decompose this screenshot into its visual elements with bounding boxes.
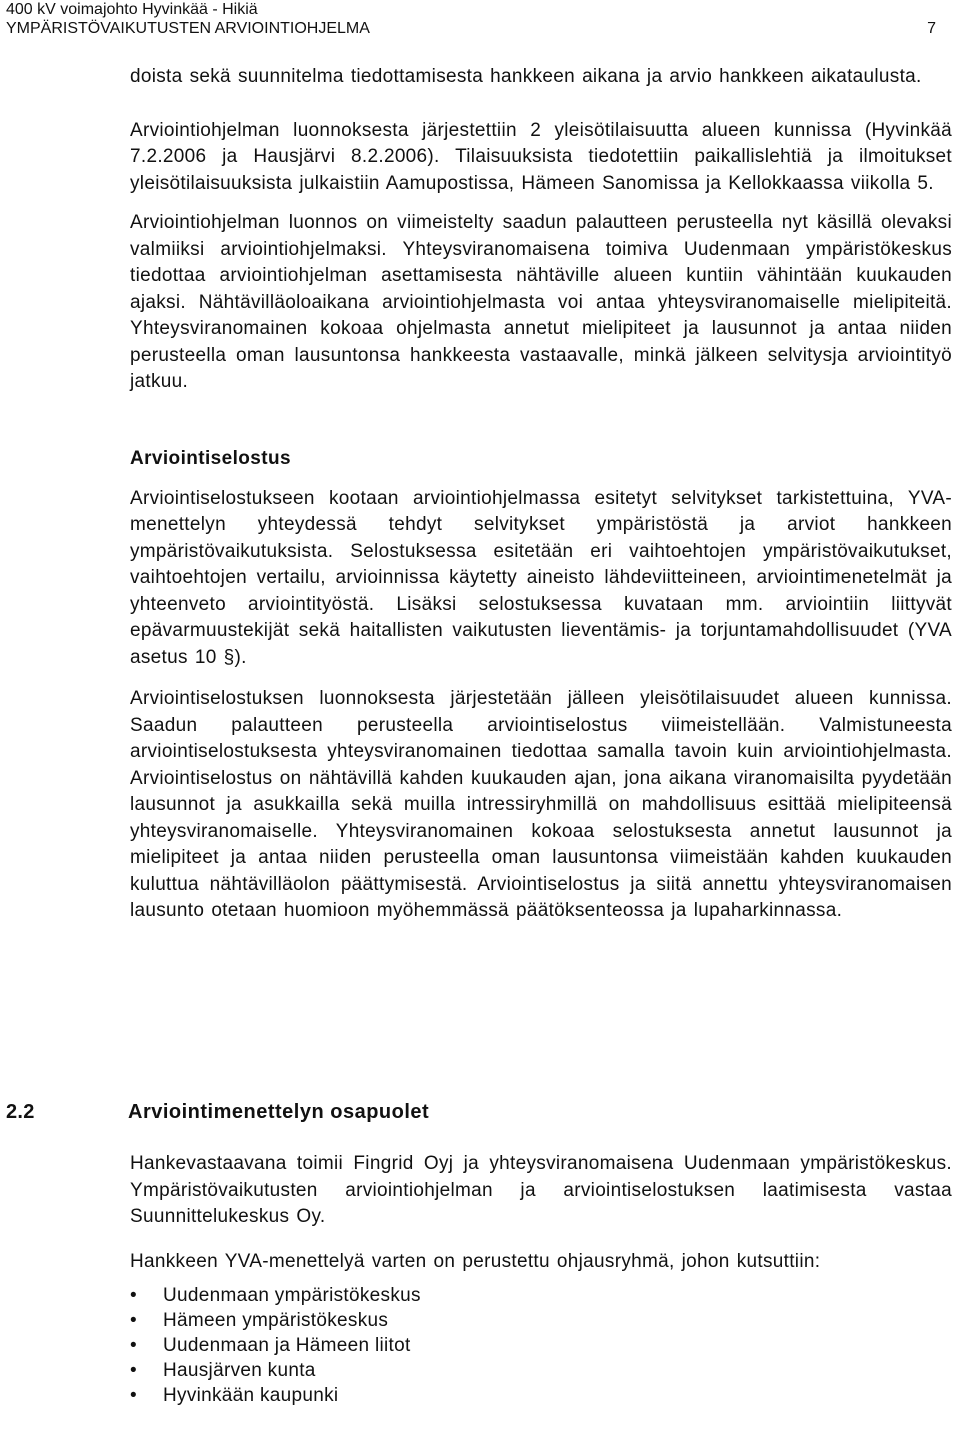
page-header bbox=[6, 0, 954, 38]
list-item bbox=[130, 1308, 952, 1333]
bullet-icon: • bbox=[130, 1285, 137, 1306]
paragraph: Hankkeen YVA-menettelyä varten on perustettu ohjausryhmä, johon kutsuttiin: bbox=[130, 1250, 821, 1272]
paragraph: Arviointiohjelman luonnos on viimeistelty saadun palautteen perusteella nyt käsillä olevaksi valmiiksi arviointiohjelmaksi. Yhteysviranomaisena toimiva Uudenmaan ympäristökeskus tiedottaa arviointiohjelman asettamisesta nähtäville alueen kuntiin vähintään kuukauden ajaksi. Nähtävilläoloaikana arviointiohjelmasta voi antaa yhteysviranomaiselle mielipiteitä. Yhteysviranomainen kokoaa ohjelmasta annetut mielipiteet ja lausunnot ja antaa niiden perusteella oman lausuntonsa hankkeesta vastaavalle, minkä jälkeen selvitysja arviointityö jatkuu. bbox=[130, 212, 952, 392]
page-number: 7 bbox=[927, 20, 936, 37]
paragraph: Hankevastaavana toimii Fingrid Oyj ja yhteysviranomaisena Uudenmaan ympäristökeskus. Ympäristövaikutusten arviointiohjelman ja arviointiselostuksen laatimisesta vastaa Suunnittelukeskus Oy. bbox=[130, 1153, 952, 1227]
list-item-label: Uudenmaan ympäristökeskus bbox=[163, 1285, 421, 1306]
list-item-label: Hausjärven kunta bbox=[163, 1360, 316, 1381]
list-item bbox=[130, 1358, 952, 1383]
list-item-label: Uudenmaan ja Hämeen liitot bbox=[163, 1335, 411, 1356]
paragraph: Arviointiohjelman luonnoksesta järjestettiin 2 yleisötilaisuutta alueen kunnissa (Hyvinkää 7.2.2006 ja Hausjärvi 8.2.2006). Tilaisuuksista tiedotettiin paikallislehtiä ja ilmoitukset yleisötilaisuuksista julkaistiin Aamupostissa, Hämeen Sanomissa ja Kellokkaassa viikolla 5. bbox=[130, 119, 952, 194]
section-body bbox=[130, 1151, 952, 1408]
bullet-icon: • bbox=[130, 1310, 137, 1331]
subheading-arviointiselostus: Arviointiselostus bbox=[130, 447, 291, 469]
paragraph: Arviointiselostuksen luonnoksesta järjestetään jälleen yleisötilaisuudet alueen kunnissa. Saadun palautteen perusteella arviointiselostus viimeistellään. Valmistuneesta arviointiselostuksesta yhteysviranomainen tiedottaa samalla tavoin kuin arviointiohjelmasta. Arviointiselostus on nähtävillä kahden kuukauden ajan, jona aikana viranomaisilta pyydetään lausunnot ja asukkailla sekä muilla intressiryhmillä on mahdollisuus esittää mielipiteensä yhteysviranomaiselle. Yhteysviranomainen kokoaa selostuksesta annetut lausunnot ja mielipiteet ja antaa niiden perusteella oman lausuntonsa viimeistään kahden kuukauden kuluttua nähtävilläolon päättymisestä. Arviointiselostus ja siitä annettu yhteysviranomaisen lausunto otetaan huomioon myöhemmässä päätöksenteossa ja lupaharkinnassa. bbox=[130, 688, 952, 921]
list-item bbox=[130, 1283, 952, 1308]
list-item bbox=[130, 1333, 952, 1358]
section-title: Arviointimenettelyn osapuolet bbox=[128, 1101, 430, 1123]
document-title: YMPÄRISTÖVAIKUTUSTEN ARVIOINTIOHJELMA bbox=[6, 20, 370, 37]
bullet-icon: • bbox=[130, 1360, 137, 1381]
list-item-label: Hyvinkään kaupunki bbox=[163, 1385, 339, 1406]
paragraph: Arviointiselostukseen kootaan arviointiohjelmassa esitetyt selvitykset tarkistettuina, YVA-menettelyn yhteydessä tehdyt selvitykset ympäristöstä ja arviot hankkeen ympäristövaikutuksista. Selostuksessa esitetään eri vaihtoehtojen ympäristövaikutukset, vaihtoehtojen vertailu, arvioinnissa käytetty aineisto lähdeviitteineen, arviointimenetelmät ja yhteenveto arviointityöstä. Lisäksi selostuksessa kuvataan mm. arviointiin liittyvät epävarmuustekijät sekä haitallisten vaikutusten lieventämis- ja torjuntamahdollisuudet (YVA asetus 10 §). bbox=[130, 487, 952, 668]
project-title: 400 kV voimajohto Hyvinkää - Hikiä bbox=[6, 1, 258, 18]
section-number: 2.2 bbox=[6, 1101, 35, 1123]
list-item-label: Hämeen ympäristökeskus bbox=[163, 1310, 389, 1331]
list-item bbox=[130, 1383, 952, 1408]
bullet-icon: • bbox=[130, 1385, 137, 1406]
steering-group-list bbox=[130, 1283, 952, 1408]
bullet-icon: • bbox=[130, 1335, 137, 1356]
paragraph: doista sekä suunnitelma tiedottamisesta hankkeen aikana ja arvio hankkeen aikataulusta. bbox=[130, 66, 922, 87]
body-text bbox=[130, 64, 952, 925]
